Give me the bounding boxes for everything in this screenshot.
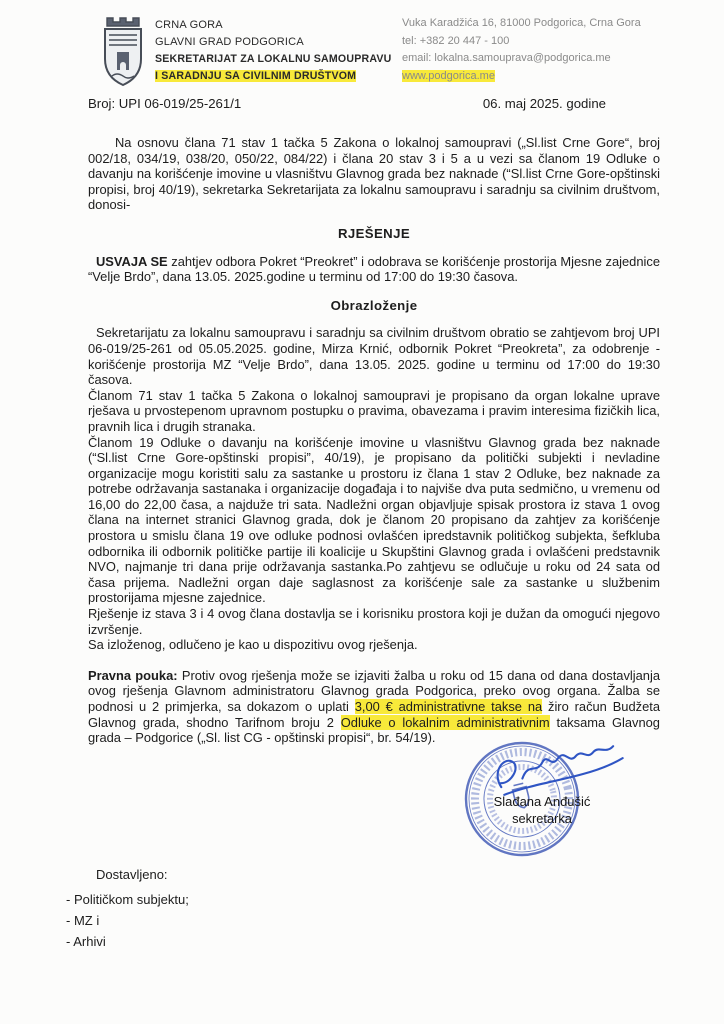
signatory-title: sekretarka [512,810,572,826]
explanation-paragraph-4: Rješenje iz stava 3 i 4 ovog člana dostavlja se i korisniku prostora koji je dužan da omogući njegovo izvršenje. [88,606,660,637]
org-secretariat-line2: I SARADNJU SA CIVILNIM DRUŠTVOM [155,70,357,82]
contact-email: email: lokalna.samouprava@podgorica.me [402,52,611,64]
distribution-item: - Arhivi [66,933,106,949]
org-country: CRNA GORA [155,19,223,31]
signature-area [66,748,660,854]
reference-number: Broj: UPI 06-019/25-261/1 [88,96,242,111]
explanation-paragraph-3: Članom 19 Odluke o davanju na korišćenje imovine u vlasništvu Glavnog grada bez naknade (“Sl.list Crne Gore-opštinski propisi”, 40/19), je propisano da politički subjekti i nevladine organizacije mogu koristiti salu za sastanke u prostoru iz člana 1 stav 2 Odluke, bez naknade za potrebe održavanja sastanaka i organizacije događaja i to najviše dva puta sedmično, u vremenu od 16,00 do 22,00 časa, a najduže tri sata. Nadležni organ objavljuje spisak prostora iz stava 1 ovog člana na internet stranici Glavnog grada, dok je članom 20 propisano da zahtjev za korišćenje prostora u smislu člana 19 ove odluke podnosi ovlašćen ipredstavnik političkog subjekta, šefkluba odbornika ili odbornik političke partije ili koalicije u Skupštini Glavnog grada i ovlašćeni predstavnik NVO, najmanje tri dana prije održavanja sastanka.Po zahtjevu se odlučuje u roku od 24 sata od časa prijema. Nadležni organ daje saglasnost za korišćenje sale za sastanke u službenim prostorijama mjesne zajednice. [88,434,660,606]
distribution-item: - MZ i [66,912,100,928]
contact-website: www.podgorica.me [402,69,495,82]
decision-title: RJEŠENJE [337,225,411,241]
disposition-paragraph: USVAJA SE zahtjev odbora Pokret “Preokret” i odobrava se korišćenje prostorija Mjesne zajednice “Velje Brdo”, dana 13.05. 2025.godine u terminu od 17:00 do 19:30 časova. [88,253,660,285]
org-city: GLAVNI GRAD PODGORICA [155,36,304,48]
signatory-name: Slađana Anđušić [493,793,591,809]
reference-row [88,96,660,111]
podgorica-coat-of-arms-icon [100,14,146,88]
legal-remedy-paragraph: Pravna pouka: Protiv ovog rješenja može se izjaviti žalba u roku od 15 dana od dana dostavljanja ovog rješenja Glavnom administratoru Glavnog grada Podgorica, preko ovog organa. Žalba se podnosi u 2 primjerka, sa dokazom o uplati 3,00 € administrativne takse na žiro račun Budžeta Glavnog grada, shodno Tarifnom broju 2 Odluke o lokalnim administrativnim taksama Glavnog grada – Podgorice („Sl. list CG - opštinski propisi“, br. 54/19). [88,667,660,746]
distribution-item: - Političkom subjektu; [66,891,189,907]
contact-tel: tel: +382 20 447 - 100 [402,34,510,47]
org-secretariat-line1: SEKRETARIJAT ZA LOKALNU SAMOUPRAVU [155,53,392,65]
document-body [88,135,660,746]
explanation-paragraph-2: Članom 71 stav 1 tačka 5 Zakona o lokalnoj samoupravi je propisano da organ lokalne uprave rješava u prvostepenom upravnom postupku o pravima, obavezama i pravim interesima fizičkih lica, pravnih lica i drugih stranaka. [88,387,660,434]
contact-block [402,14,660,85]
letterhead-left [100,14,392,88]
org-block [155,14,392,88]
distribution-label: Dostavljeno: [96,866,168,882]
explanation-paragraph-1: Sekretarijatu za lokalnu samoupravu i saradnju sa civilnim društvom obratio se zahtjevom broj UPI 06-019/25-261 od 05.05.2025. godine, Mirza Krnić, odbornik Pokret “Preokreta”, za odobrenje - korišćenje prostorija MZ “Velje Brdo”, dana 13.05. 2025. godine u terminu od 17:00 do 19:30 časova. [88,325,660,388]
document-date: 06. maj 2025. godine [482,96,606,111]
explanation-title: Obrazloženje [330,297,418,313]
contact-address: Vuka Karadžića 16, 81000 Podgorica, Crna Gora [402,17,641,29]
distribution-list [66,864,660,952]
explanation-paragraph-5: Sa izloženog, odlučeno je kao u dispozitivu ovog rješenja. [88,637,418,653]
letterhead [66,14,660,88]
legal-basis-paragraph: Na osnovu člana 71 stav 1 tačka 5 Zakona o lokalnoj samoupravi („Sl.list Crne Gore“, broj 002/18, 034/19, 038/20, 050/22, 084/22) i člana 20 stav 3 i 5 a u vezi sa članom 19 Odluke o davanju na korišćenje imovine u vlasništvu Glavnog grada bez naknade (“Sl.list Crne Gore-opštinski propisi, broj 40/19), sekretarka Sekretarijata za lokalnu samoupravu i saradnju sa civilnim društvom, donosi- [88,135,660,213]
